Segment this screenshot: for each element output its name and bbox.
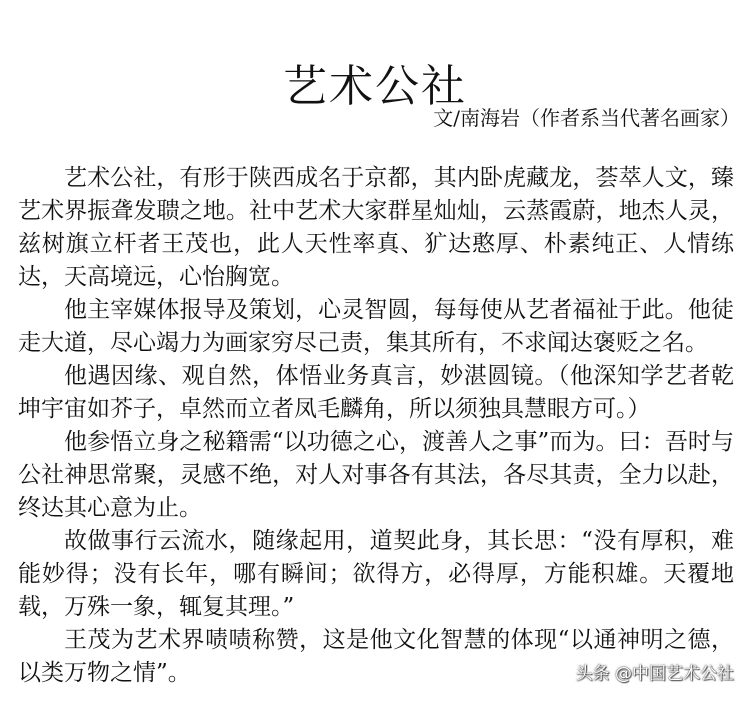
article-paragraph: 王茂为艺术界啧啧称赞，这是他文化智慧的体现“以通神明之德，以类万物之情”。 bbox=[18, 627, 734, 686]
article-paragraph: 他主宰媒体报导及策划，心灵智圆，每每使从艺者福祉于此。他徒走大道，尽心竭力为画家穷尽己责，集其所有，不求闻达褒贬之名。 bbox=[18, 297, 734, 356]
article-paragraph: 故做事行云流水，随缘起用，道契此身，其长思：“没有厚积，难能妙得；没有长年，哪有瞬间；欲得方，必得厚，方能积雄。天覆地载，万殊一象，辄复其理。” bbox=[18, 528, 734, 620]
article-paragraph: 艺术公社，有形于陕西成名于京都，其内卧虎藏龙，荟萃人文，臻艺术界振聋发聩之地。社中艺术大家群星灿灿，云蒸霞蔚，地杰人灵，兹树旗立杆者王茂也，此人天性率真、犷达憨厚、朴素纯正、人情练达，天高境远，心怡胸宽。 bbox=[18, 165, 734, 290]
article-paragraph: 他遇因缘、观自然，体悟业务真言，妙湛圆镜。（他深知学艺者乾坤宇宙如芥子，卓然而立者凤毛麟角，所以须独具慧眼方可。） bbox=[18, 363, 734, 422]
article-title: 艺术公社 bbox=[283, 61, 467, 113]
source-watermark: 头条 @中国艺术公社 bbox=[575, 664, 734, 684]
article-body bbox=[18, 162, 734, 690]
article-byline: 文/南海岩（作者系当代著名画家） bbox=[433, 106, 740, 130]
article-paragraph: 他参悟立身之秘籍需“以功德之心，渡善人之事”而为。曰：吾时与公社神思常聚，灵感不绝，对人对事各有其法，各尽其责，全力以赴，终达其心意为止。 bbox=[18, 429, 734, 521]
